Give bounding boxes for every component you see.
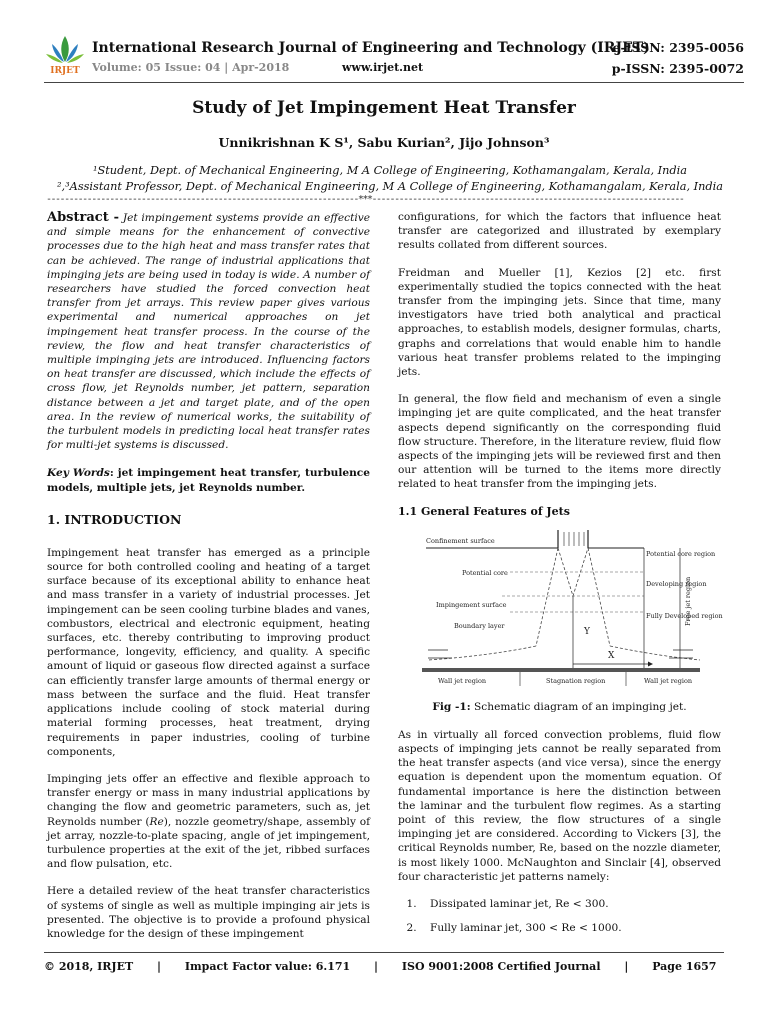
label-potential-core: Potential core [462, 568, 508, 577]
right-paragraph-4: As in virtually all forced convection problems, fluid flow aspects of impinging jets cannot be really separated from the heat transfer aspects (and vice versa), since the energy equation is dependent upon the momentum equation. Of fundamental importance is here the distinction between the laminar and the turbulent flow regimes. As a starting point of this review, the flow structures of a single impinging jet are considered. According to Vickers [3], the critical Reynolds number, Re, based on the nozzle diameter, is most likely 1000. McNaughton and Sinclair [4], observed four characteristic jet patterns namely: [398, 728, 721, 883]
footer-copyright: © 2018, IRJET [44, 960, 134, 973]
journal-logo [44, 32, 86, 78]
label-potential-core-region: Potential core region [646, 549, 716, 558]
journal-name: International Research Journal of Engineering and Technology (IRJET) [92, 40, 650, 56]
volume-issue: Volume: 05 Issue: 04 | Apr-2018 [92, 61, 290, 74]
affiliation-1: ¹Student, Dept. of Mechanical Engineering, M A College of Engineering, Kothamangalam, Kerala, India [92, 164, 687, 177]
label-stagnation-region: Stagnation region [546, 676, 606, 685]
footer-iso: ISO 9001:2008 Certified Journal [401, 960, 601, 973]
intro-p2-part-b: ), nozzle geometry/shape, assembly of jet array, nozzle-to-plate spacing, angle of jet impingement, turbulence properties at the exit of the jet, ribbed surfaces and flow pulsation, etc. [47, 815, 371, 871]
header-divider [44, 82, 744, 83]
right-paragraph-2: Freidman and Mueller [1], Kezios [2] etc. first experimentally studied the topics connected with the heat transfer from the impinging jets. Since that time, many investigators have tried both analytical and practical approaches, to establish models, designer formulas, charts, graphs and correlations that would enable him to handle various heat transfer problems related to the impinging jets. [398, 266, 721, 379]
keywords-text: : jet impingement heat transfer, turbulence models, multiple jets, jet Reynolds number. [47, 467, 370, 494]
abstract [47, 210, 370, 452]
footer-page-number: Page 1657 [652, 960, 717, 973]
footer-sep: | [374, 960, 379, 973]
abstract-label: Abstract - [47, 210, 120, 225]
intro-paragraph-2 [47, 772, 370, 871]
right-paragraph-1: configurations, for which the factors that influence heat transfer are categorized and illustrated by exemplary results collated from different sources. [398, 211, 721, 252]
impinging-jet-diagram [418, 526, 723, 692]
paper-title: Study of Jet Impingement Heat Transfer [192, 98, 576, 118]
label-confinement-surface: Confinement surface [426, 536, 495, 545]
figure-caption [398, 700, 721, 714]
footer-sep: | [624, 960, 629, 973]
label-impingement-surface: Impingement surface [436, 600, 507, 609]
label-wall-jet-left: Wall jet region [438, 676, 487, 685]
intro-paragraph-1: Impingement heat transfer has emerged as a principle source for both controlled cooling and heating of a target surface because of its exceptional ability to enhance heat and mass transfer in a variety of industrial processes. Jet impingement can be seen cooling turbine blades and vanes, combustors, electrical and electronic equipment, heating surfaces, etc. thereby contributing to improving product performance, longevity, efficiency, and quality. A specific amount of liquid or gaseous flow directed against a surface can efficiently transfer large amounts of thermal energy or mass between the surface and the fluid. Heat transfer applications include cooling of stock material during material forming processes, heat treatment, drying requirements in paper industries, cooling of turbine components, [47, 546, 370, 758]
label-fully-developed-region: Fully Developed region [646, 611, 723, 620]
p-issn: p-ISSN: 2395-0072 [611, 61, 744, 76]
authors: Unnikrishnan K S¹, Sabu Kurian², Jijo Johnson³ [218, 135, 550, 150]
left-column [47, 210, 370, 954]
list-item: 1. Dissipated laminar jet, Re < 300. [420, 897, 721, 911]
keywords [47, 466, 370, 494]
keywords-label: Key Words [47, 467, 110, 480]
label-y-axis: Y [584, 626, 590, 637]
logo-text: IRJET [50, 66, 80, 76]
label-x-axis: X [608, 650, 615, 661]
page-footer [44, 960, 724, 973]
figure-caption-text: Schematic diagram of an impinging jet. [470, 700, 687, 713]
label-wall-jet-right: Wall jet region [644, 676, 693, 685]
introduction-heading: 1. INTRODUCTION [47, 511, 182, 527]
separator-line: ---------------------------------------------------------------------***--------------------------------------------------------------------- [46, 194, 684, 205]
e-issn: e-ISSN: 2395-0056 [612, 40, 744, 55]
footer-sep: | [157, 960, 162, 973]
affiliation-2: ²,³Assistant Professor, Dept. of Mechanical Engineering, M A College of Engineering, Kothamangalam, Kerala, India [57, 180, 723, 193]
label-boundary-layer: Boundary layer [454, 621, 505, 630]
right-column [398, 210, 721, 946]
right-paragraph-3: In general, the flow field and mechanism of even a single impinging jet are quite complicated, and the heat transfer aspects depend significantly on the corresponding fluid flow structure. Therefore, in the literature review, fluid flow aspects of the impinging jets will be reviewed first and then our attention will be turned to the items more directly related to heat transfer from the impinging jets. [398, 393, 721, 491]
label-free-jet-region: Free jet region [684, 576, 692, 626]
label-developing-region: Developing region [646, 579, 707, 588]
abstract-text: Jet impingement systems provide an effective and simple means for the enhancement of convective processes due to the high heat and mass transfer rates that can be achieved. The range of industrial applications that impinging jets are being used in today is wide. A number of researchers have studied the forced convection heat transfer from jet arrays. This review paper gives various experimental and numerical approaches on jet impingement heat transfer process. In the course of the review, the flow and heat transfer characteristics of multiple impinging jets are introduced. Influencing factors on heat transfer are discussed, which include the effects of cross flow, jet Reynolds number, jet pattern, separation distance between a jet and target plate, and of the open area. In the review of numerical works, the suitability of the turbulent models in predicting local heat transfer rates for multi-jet systems is discussed. [47, 212, 370, 452]
list-item: 2. Fully laminar jet, 300 < Re < 1000. [420, 921, 721, 935]
intro-p2-part-a: Impinging jets offer an effective and flexible approach to transfer energy or mass in many industrial applications by changing the flow and geometric parameters, such as, jet Reynolds number ( [47, 772, 370, 828]
footer-impact-factor: Impact Factor value: 6.171 [184, 960, 351, 973]
jet-schematic [418, 526, 723, 692]
subsection-heading: 1.1 General Features of Jets [398, 504, 570, 518]
intro-paragraph-3: Here a detailed review of the heat transfer characteristics of systems of single as well as multiple impinging air jets is presented. The objective is to provide a profound physical knowledge for the design of these impingement [47, 885, 370, 940]
footer-divider [44, 952, 724, 953]
jet-patterns-list [398, 897, 721, 935]
figure-caption-label: Fig -1: [432, 700, 471, 713]
reynolds-symbol: Re [149, 815, 164, 828]
journal-website-link[interactable]: www.irjet.net [342, 61, 424, 74]
